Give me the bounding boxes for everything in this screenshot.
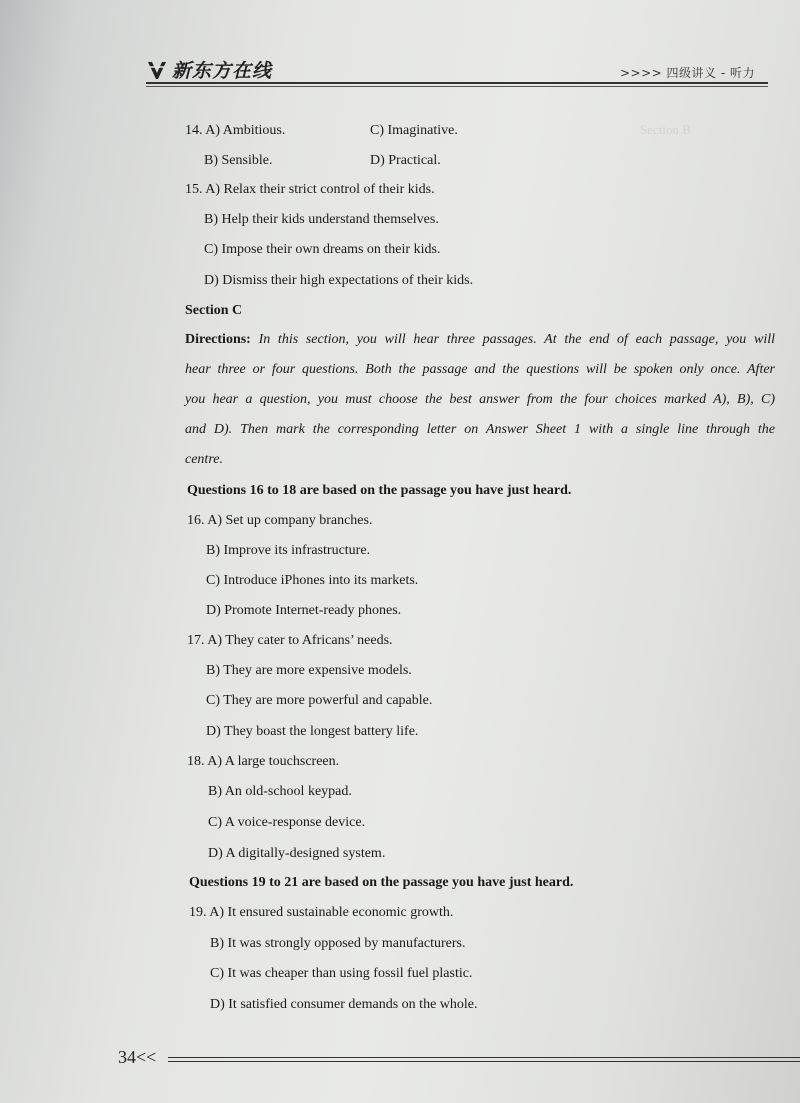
page-number: 34<< xyxy=(118,1047,157,1067)
q18-option-a: 18. A) A large touchscreen. xyxy=(187,754,340,769)
logo-text: 新东方在线 xyxy=(172,60,273,82)
q18-option-c: C) A voice-response device. xyxy=(208,815,366,830)
directions-line-5: centre. xyxy=(185,452,223,467)
header-logo xyxy=(146,56,272,83)
footer-rule xyxy=(168,1057,800,1058)
header-section-title: >>>> 四级讲义 - 听力 xyxy=(620,66,755,80)
q18-option-b: B) An old-school keypad. xyxy=(208,784,352,799)
q14-option-c: C) Imaginative. xyxy=(370,123,458,138)
q17-option-d: D) They boast the longest battery life. xyxy=(206,724,419,739)
group2-heading: Questions 19 to 21 are based on the passage you have just heard. xyxy=(189,875,574,890)
q15-option-c: C) Impose their own dreams on their kids. xyxy=(204,242,441,257)
logo-icon xyxy=(146,59,168,81)
directions-line-3: you hear a question, you must choose the best answer from the four choices marked A), B), C) xyxy=(185,392,775,407)
q14-option-b: B) Sensible. xyxy=(204,153,273,168)
q14-option-d: D) Practical. xyxy=(370,153,441,168)
q16-option-d: D) Promote Internet-ready phones. xyxy=(206,603,402,618)
q15-option-b: B) Help their kids understand themselves. xyxy=(204,212,439,227)
q19-option-c: C) It was cheaper than using fossil fuel plastic. xyxy=(210,966,473,981)
bleed-through-text: Section B xyxy=(640,122,691,137)
directions-line-2: hear three or four questions. Both the passage and the questions will be spoken only once. After xyxy=(185,362,775,377)
q18-option-d: D) A digitally-designed system. xyxy=(208,846,386,861)
q19-option-d: D) It satisfied consumer demands on the whole. xyxy=(210,997,478,1012)
q19-option-b: B) It was strongly opposed by manufacturers. xyxy=(210,936,466,951)
q19-option-a: 19. A) It ensured sustainable economic growth. xyxy=(189,905,454,920)
directions-text: In this section, you will hear three passages. At the end of each passage, you will xyxy=(258,332,776,347)
header-rule-thin xyxy=(146,86,768,87)
q15-option-a: 15. A) Relax their strict control of their kids. xyxy=(185,182,435,197)
section-c-title: Section C xyxy=(185,303,243,318)
q17-option-c: C) They are more powerful and capable. xyxy=(206,693,433,708)
q16-option-b: B) Improve its infrastructure. xyxy=(206,543,371,558)
directions-line-1 xyxy=(185,331,775,349)
q15-option-d: D) Dismiss their high expectations of their kids. xyxy=(204,273,474,288)
q16-option-a: 16. A) Set up company branches. xyxy=(187,513,373,528)
q17-option-a: 17. A) They cater to Africans’ needs. xyxy=(187,633,393,648)
group1-heading: Questions 16 to 18 are based on the passage you have just heard. xyxy=(187,483,572,498)
q14-option-a: 14. A) Ambitious. xyxy=(185,123,286,138)
directions-line-4: and D). Then mark the corresponding letter on Answer Sheet 1 with a single line through the xyxy=(185,422,775,437)
directions-label: Directions: xyxy=(185,332,251,347)
header-rule xyxy=(146,82,768,84)
q16-option-c: C) Introduce iPhones into its markets. xyxy=(206,573,419,588)
q17-option-b: B) They are more expensive models. xyxy=(206,663,412,678)
footer-rule-thin xyxy=(168,1061,800,1062)
